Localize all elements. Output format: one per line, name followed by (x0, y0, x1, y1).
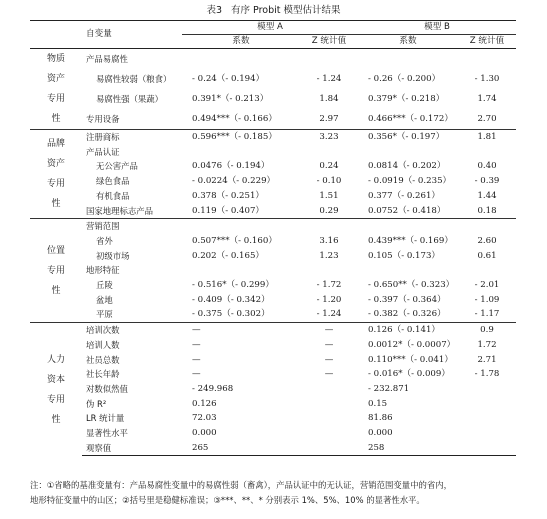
model-a-coef-cell: 265 (182, 441, 300, 456)
model-b-z-cell: - 1.30 (474, 73, 500, 84)
variable-cell: 易腐性较弱（粮食） (96, 73, 172, 84)
variable-cell: 营销范围 (82, 219, 182, 234)
category-cell: 位置 专用 性 (30, 219, 82, 323)
model-a-coef-cell: 0.0476（- 0.194） (192, 161, 270, 172)
variable-cell: 注册商标 (82, 130, 182, 145)
model-a-coef-cell (182, 263, 300, 278)
model-b-coef-cell (358, 145, 458, 160)
model-b-coef-cell: 0.105（- 0.173） (368, 250, 441, 261)
model-b-z-cell (458, 397, 516, 412)
model-a-z-cell: - 1.72 (316, 280, 342, 291)
model-b-z-cell: 2.71 (477, 354, 497, 365)
model-a-coef-cell: 0.391*（- 0.213） (192, 93, 269, 104)
variable-cell: 绿色食品 (96, 176, 130, 187)
model-b-z-cell: - 1.17 (474, 309, 500, 320)
table-row (30, 353, 516, 368)
model-b-coef-cell: - 0.382（- 0.326） (368, 309, 446, 320)
model-b-coef-cell: 81.86 (368, 413, 393, 424)
model-a-z-cell: 1.84 (319, 93, 339, 104)
var-header: 自变量 (82, 21, 182, 49)
model-a-z-cell: — (300, 323, 358, 338)
model-a-coef-cell: - 0.24（- 0.194） (192, 73, 265, 84)
model-b-coef-cell: - 0.397（- 0.364） (368, 294, 446, 305)
model-a-z-cell: — (324, 354, 334, 365)
model-b-z-cell: - 1.78 (474, 369, 500, 380)
model-a-z-cell (300, 397, 358, 412)
model-b-z-cell: - 2.01 (474, 280, 500, 291)
model-a-coef-cell: 72.03 (192, 413, 217, 424)
table-title: 有序 Probit 模型估计结果 (231, 5, 341, 16)
variable-cell: 平原 (96, 309, 113, 320)
variable-cell: 培训人数 (86, 339, 120, 350)
model-a-header: 模型 A (182, 21, 358, 35)
model-a-z-cell (300, 411, 358, 426)
model-a-coef-cell (182, 145, 300, 160)
footnote-line-2: 地形特征变量中的山区；②括号里是稳健标准误；③***、**、* 分别表示 1%、5%、10% 的显著性水平。 (30, 495, 425, 505)
variable-cell: 对数似然值 (86, 383, 128, 394)
table-row (30, 441, 516, 456)
model-a-coef-cell: - 249.968 (192, 383, 234, 394)
table-row (30, 367, 516, 382)
model-a-coef-cell: - 0.375（- 0.302） (192, 309, 270, 320)
table-row (30, 159, 516, 174)
model-b-coef-cell: - 0.016*（- 0.009） (368, 369, 450, 380)
variable-cell: 地形特征 (86, 265, 120, 276)
table-row (30, 338, 516, 353)
model-a-coef-cell: — (192, 354, 201, 365)
table-footnote (30, 478, 530, 508)
table-row (30, 219, 516, 234)
variable-cell: 社员总数 (86, 354, 120, 365)
model-a-z-cell: 2.97 (319, 113, 339, 124)
model-b-z-cell (458, 145, 516, 160)
model-b-z-cell: 0.40 (477, 161, 497, 172)
model-b-coef-cell: - 0.0919（- 0.235） (368, 176, 452, 187)
variable-cell: 专用设备 (86, 113, 120, 124)
model-a-coef-cell: — (192, 369, 201, 380)
variable-cell: 有机食品 (96, 190, 130, 201)
model-b-z-cell (458, 49, 516, 70)
table-row (30, 204, 516, 219)
category-cell: 物质 资产 专用 性 (30, 49, 82, 130)
model-b-z-cell: - 1.09 (474, 294, 500, 305)
model-b-z-cell (458, 441, 516, 456)
model-b-coef-cell: 0.0752（- 0.418） (368, 205, 446, 216)
model-a-z-cell: — (324, 339, 334, 350)
model-a-z-cell (300, 441, 358, 456)
model-a-coef-cell: 0.202（- 0.165） (192, 250, 265, 261)
variable-cell: 国家地理标志产品 (86, 205, 153, 216)
model-b-z-cell: 0.61 (477, 250, 497, 261)
model-b-coef-cell: 0.466***（- 0.172） (368, 113, 453, 124)
model-a-z-cell: - 0.10 (316, 176, 342, 187)
model-a-coef-cell (182, 49, 300, 70)
table-row (30, 49, 516, 70)
model-b-coef-cell: 0.379*（- 0.218） (368, 93, 445, 104)
table-row (30, 189, 516, 204)
results-table (30, 20, 516, 456)
variable-cell: 无公害产品 (96, 161, 138, 172)
z-header-a: Z 统计值 (311, 36, 347, 46)
model-a-coef-cell: — (182, 323, 300, 338)
coef-header-a: 系数 (232, 36, 250, 46)
table-row (30, 397, 516, 412)
model-a-z-cell (300, 426, 358, 441)
model-a-coef-cell: 0.494***（- 0.166） (192, 113, 277, 124)
model-b-coef-cell: 0.377（- 0.261） (368, 190, 441, 201)
model-a-coef-cell (182, 219, 300, 234)
variable-cell: 初级市场 (96, 250, 130, 261)
model-a-z-cell: 0.24 (319, 161, 339, 172)
model-b-z-cell: 2.60 (477, 235, 497, 246)
table-caption (0, 2, 547, 16)
model-b-z-cell: 1.72 (477, 339, 497, 350)
model-b-z-cell: 1.44 (477, 190, 497, 201)
table-row (30, 278, 516, 293)
model-a-z-cell (300, 145, 358, 160)
model-a-z-cell: - 1.20 (316, 294, 342, 305)
model-b-coef-cell: - 0.26（- 0.200） (368, 73, 441, 84)
variable-cell: 盆地 (96, 294, 113, 305)
table-row (30, 109, 516, 130)
model-b-z-cell (458, 219, 516, 234)
model-b-coef-cell: 0.356*（- 0.197） (358, 130, 458, 145)
table-row (30, 411, 516, 426)
table-row (30, 307, 516, 322)
variable-cell: 丘陵 (96, 280, 113, 291)
footnote-line-1: 注：①省略的基准变量有：产品易腐性变量中的易腐性弱（畜禽），产品认证中的无认证，营销范围变量中的省内， (30, 480, 453, 490)
model-b-coef-cell (358, 219, 458, 234)
model-a-z-cell: 1.23 (319, 250, 339, 261)
table-row (30, 293, 516, 308)
table-row (30, 426, 516, 441)
variable-cell: 显著性水平 (86, 428, 128, 439)
table-row (30, 145, 516, 160)
variable-cell: 社长年龄 (86, 369, 120, 380)
table-number: 表3 (206, 5, 222, 16)
model-a-z-cell (300, 49, 358, 70)
model-a-z-cell (300, 382, 358, 397)
model-a-z-cell (300, 219, 358, 234)
model-b-coef-cell: 0.126（- 0.141） (358, 323, 458, 338)
model-b-coef-cell: 0.15 (368, 398, 388, 409)
model-b-z-cell: 0.9 (458, 323, 516, 338)
model-a-coef-cell: 0.596***（- 0.185） (182, 130, 300, 145)
model-a-z-cell: 3.16 (319, 235, 339, 246)
model-b-z-cell: 2.70 (477, 113, 497, 124)
category-cell: 品牌 资产 专用 性 (30, 130, 82, 219)
model-b-z-cell: - 0.39 (474, 176, 500, 187)
model-b-z-cell (458, 411, 516, 426)
model-a-coef-cell: - 0.409（- 0.342） (192, 294, 270, 305)
model-a-coef-cell: 0.378（- 0.251） (192, 190, 265, 201)
model-a-z-cell: 1.51 (319, 190, 339, 201)
table-row (30, 263, 516, 278)
variable-cell: 产品易腐性 (82, 49, 182, 70)
model-b-z-cell: 1.74 (477, 93, 497, 104)
model-a-z-cell: 3.23 (300, 130, 358, 145)
table-row (30, 382, 516, 397)
variable-cell: 产品认证 (86, 146, 120, 157)
model-b-coef-cell: 258 (358, 441, 458, 456)
model-b-coef-cell: 0.439***（- 0.169） (368, 235, 453, 246)
table-row (30, 174, 516, 189)
model-b-header: 模型 B (358, 21, 516, 35)
model-b-z-cell: 1.81 (458, 130, 516, 145)
model-a-coef-cell: — (192, 339, 201, 350)
model-a-coef-cell: - 0.516*（- 0.299） (192, 280, 274, 291)
z-header-b: Z 统计值 (469, 36, 505, 46)
model-a-coef-cell: 0.126 (192, 398, 217, 409)
variable-cell: 易腐性强（果蔬） (96, 93, 163, 104)
model-b-coef-cell (358, 49, 458, 70)
model-b-coef-cell: 0.0814（- 0.202） (368, 161, 446, 172)
model-a-coef-cell: - 0.0224（- 0.229） (192, 176, 276, 187)
model-b-coef-cell (358, 263, 458, 278)
table-row (30, 249, 516, 264)
table-row (30, 130, 516, 145)
model-b-coef-cell: - 0.650**（- 0.323） (368, 280, 455, 291)
model-a-z-cell: - 1.24 (316, 309, 342, 320)
variable-cell: 培训次数 (82, 323, 182, 338)
model-b-coef-cell: 0.000 (368, 428, 393, 439)
table-body (30, 49, 516, 456)
model-a-z-cell: 0.29 (319, 205, 339, 216)
variable-cell: 省外 (96, 235, 113, 246)
model-b-z-cell (458, 382, 516, 397)
table-row (30, 323, 516, 338)
category-cell: 人力 资本 专用 性 (30, 323, 82, 456)
variable-cell: 伪 R² (86, 398, 107, 409)
table-row (30, 69, 516, 89)
variable-cell: LR 统计量 (86, 413, 125, 424)
header-row-1 (30, 21, 516, 35)
model-b-coef-cell: - 232.871 (368, 383, 410, 394)
model-a-coef-cell: 0.119（- 0.407） (192, 205, 265, 216)
variable-cell: 观察值 (82, 441, 182, 456)
model-a-z-cell: - 1.24 (316, 73, 342, 84)
coef-header-b: 系数 (399, 36, 417, 46)
model-b-coef-cell: 0.110***（- 0.041） (368, 354, 453, 365)
model-a-coef-cell: 0.000 (192, 428, 217, 439)
table-row (30, 234, 516, 249)
model-b-coef-cell: 0.0012*（- 0.0007） (368, 339, 456, 350)
table-row (30, 89, 516, 109)
model-b-z-cell: 0.18 (477, 205, 497, 216)
model-b-z-cell (458, 263, 516, 278)
model-a-z-cell (300, 263, 358, 278)
model-a-z-cell: — (324, 369, 334, 380)
model-a-coef-cell: 0.507***（- 0.160） (192, 235, 277, 246)
model-b-z-cell (458, 426, 516, 441)
